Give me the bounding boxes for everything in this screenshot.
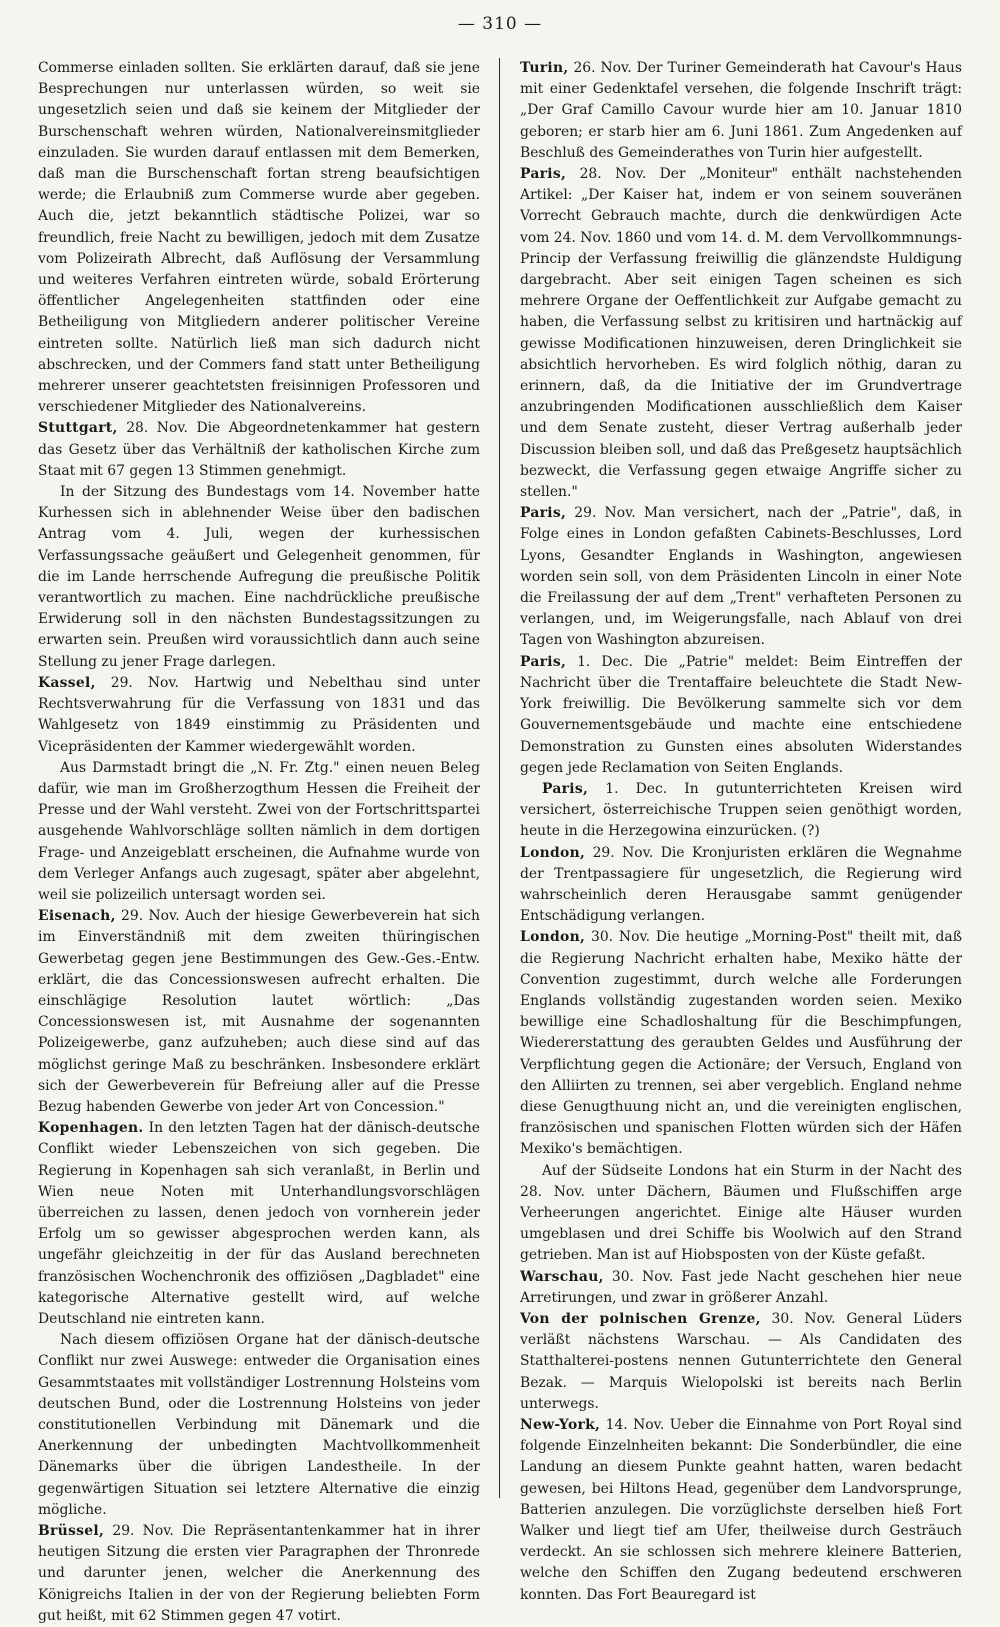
place-heading: Eisenach, bbox=[38, 908, 116, 925]
article-text: 29. Nov. Hartwig und Nebelthau sind unter Rechtsverwahrung für die Verfassung von 1831 und das Wahlgesetz von 1849 einstimmig zu Präsidenten und Vicepräsidenten der Kammer wiedergewählt worden. bbox=[38, 674, 480, 755]
article-text: 29. Nov. Die Kronjuristen erklären die Wegnahme der Trentpassagiere für ungesetzlich, die Regierung wird wahrscheinlich deren Herausgabe sammt genügender Entschädigung verlangen. bbox=[520, 844, 962, 925]
article-text: Auf der Südseite Londons hat ein Sturm in der Nacht des 28. Nov. unter Dächern, Bäumen und Flußschiffen arge Verheerungen angerichtet. Einige alte Häuser wurden umgeblasen und drei Schiffe bis Woolwich auf den Strand getrieben. Man ist auf Hiobsposten von der Küste gefaßt. bbox=[520, 1162, 962, 1264]
article-paragraph bbox=[520, 652, 962, 779]
place-heading: Brüssel, bbox=[38, 1523, 105, 1540]
article-text: 29. Nov. Man versichert, nach der „Patrie", daß, in Folge eines in London gefaßten Cabinets-Beschlusses, Lord Lyons, Gesandter Englands in Washington, angewiesen worden sein soll, von dem Präsidenten Lincoln in einer Note die Freilassung der auf dem „Trent" verhafteten Personen zu verlangen, und, im Weigerungsfalle, nach Ablauf von drei Tagen von Washington abzureisen. bbox=[520, 505, 962, 649]
article-text: 29. Nov. Die Repräsentantenkammer hat in ihrer heutigen Sitzung die ersten vier Paragraphen der Thronrede und darunter jenen, welcher die Anerkennung des Königreichs Italien in der von der Regierung beliebten Form gut heißt, mit 62 Stimmen gegen 47 votirt. bbox=[38, 1523, 480, 1624]
article-paragraph bbox=[38, 1330, 480, 1521]
place-heading: Warschau, bbox=[520, 1268, 604, 1285]
article-paragraph bbox=[520, 779, 962, 843]
place-heading: New-York, bbox=[520, 1417, 601, 1433]
article-text: Commerse einladen sollten. Sie erklärten darauf, daß sie jene Besprechungen nur unterlassen würden, so weit sie ungesetzlich seien und daß sie keinem der Mitglieder der Burschenschaft wehren würden, Nationalvereinsmitglieder einzuladen. Sie wurden darauf entlassen mit dem Bemerken, daß man die Burschenschaft fortan streng beaufsichtigen werde; die Erlaubniß zum Commerse wurde aber gegeben. Auch die, jetzt bekanntlich städtische Polizei, war so freundlich, freie Nacht zu bewilligen, jedoch mit dem Zusatze vom Polizeirath Albrecht, daß Auflösung der Versammlung und weiteres Verfahren eintreten würde, sobald Erörterung öffentlicher Angelegenheiten stattfinden oder eine Betheiligung von Mitgliedern anderer politischer Vereine eintreten sollte. Natürlich ließ man sich dadurch nicht abschrecken, und der Commers fand statt unter Betheiligung mehrerer unserer geachtetsten freisinnigen Professoren und verschiedener Mitglieder des Nationalvereins. bbox=[38, 60, 480, 416]
article-paragraph bbox=[520, 1161, 962, 1267]
article-paragraph bbox=[520, 503, 962, 651]
article-text: In der Sitzung des Bundestags vom 14. November hatte Kurhessen sich in ablehnender Weise über den badischen Antrag vom 4. Juli, wegen der kurhessischen Verfassungssache geäußert und Gelegenheit genommen, für die im Lande herrschende Aufregung die preußische Politik verantwortlich zu machen. Eine nachdrückliche preußische Erwiderung soll in den nächsten Bundestagssitzungen zu erwarten sein. Preußen wird voraussichtlich dann auch seine Stellung zu jener Frage darlegen. bbox=[38, 484, 480, 670]
column-divider bbox=[499, 58, 500, 1498]
article-text: 30. Nov. Fast jede Nacht geschehen hier neue Arretirungen, und zwar in größerer Anzahl. bbox=[520, 1268, 962, 1306]
article-text: Aus Darmstadt bringt die „N. Fr. Ztg." einen neuen Beleg dafür, wie man im Großherzogthum Hessen die Freiheit der Presse und der Wahl versteht. Zwei von der Fortschrittspartei ausgehende Wahlvorschläge sollten nämlich in dem dortigen Frage- und Anzeigeblatt erscheinen, die Aufnahme wurde von dem Verleger Anfangs auch zugesagt, später aber abgelehnt, weil sie polizeilich untersagt worden sei. bbox=[38, 759, 480, 903]
place-heading: Turin, bbox=[520, 60, 569, 76]
article-paragraph bbox=[520, 927, 962, 1160]
article-paragraph bbox=[520, 1267, 962, 1309]
article-text: 1. Dec. In gutunterrichteten Kreisen wird versichert, österreichische Truppen seien genöthigt worden, heute in die Herzegowina einzurücken. (?) bbox=[520, 780, 962, 840]
article-text: Nach diesem offiziösen Organe hat der dänisch-deutsche Conflikt nur zwei Auswege: entweder die Organisation eines Gesammtstaates mit vollständiger Lostrennung Holsteins vom deutschen Bund, oder die Lostrennung Holsteins von jeder constitutionellen Verbindung mit Dänemark und die Anerkennung der unbedingten Machtvollkommenheit Dänemarks über die übrigen Landestheile. In der gegenwärtigen Situation sei letztere Alternative die einzig mögliche. bbox=[38, 1332, 480, 1518]
article-paragraph bbox=[38, 1118, 480, 1330]
article-text: 30. Nov. General Lüders verläßt nächstens Warschau. — Als Candidaten des Statthalterei-postens nennen Gutunterrichtete den General Bezak. — Marquis Wielopolski ist bereits nach Berlin unterwegs. bbox=[520, 1310, 962, 1412]
article-paragraph bbox=[520, 843, 962, 928]
article-paragraph bbox=[38, 482, 480, 673]
place-heading: London, bbox=[520, 844, 586, 861]
article-paragraph bbox=[38, 418, 480, 482]
article-text: 30. Nov. Die heutige „Morning-Post" theilt mit, daß die Regierung Nachricht erhalten habe, Mexiko hätte der Convention zugestimmt, durch welche alle Forderungen Englands vollständig zugestanden worden seien. Mexiko bewillige eine Schadloshaltung für die Beschimpfungen, Wiedererstattung des geraubten Geldes und Ausführung der Verpflichtung gegen die Actionäre; der Versuch, England von den Alliirten zu trennen, sei aber vergeblich. England nehme diese Genugthuung nicht an, und die vereinigten englischen, französischen und spanischen Flotten würden sich der Häfen Mexiko's bemächtigen. bbox=[520, 929, 962, 1158]
article-paragraph bbox=[520, 58, 962, 164]
article-text: 26. Nov. Der Turiner Gemeinderath hat Cavour's Haus mit einer Gedenktafel versehen, die folgende Inschrift trägt: „Der Graf Camillo Cavour wurde hier am 10. Januar 1810 geboren; er starb hier am 6. Juni 1861. Zum Angedenken auf Beschluß des Gemeinderathes von Turin hier aufgestellt. bbox=[520, 60, 962, 161]
article-paragraph bbox=[38, 673, 480, 758]
article-paragraph bbox=[520, 1415, 962, 1606]
article-paragraph bbox=[38, 906, 480, 1118]
place-heading: Paris, bbox=[520, 653, 567, 670]
place-heading: Kopenhagen. bbox=[38, 1120, 144, 1137]
article-text: 1. Dec. Die „Patrie" meldet: Beim Eintreffen der Nachricht über die Trentaffaire beleuchtete die Stadt New-York freiwillig. Die Bevölkerung sammelte sich vor dem Gouvernementsgebäude und machte eine entschiedene Demonstration zu Gunsten eines absoluten Widerstandes gegen jede Reclamation von Seiten Englands. bbox=[520, 653, 962, 776]
place-heading: Kassel, bbox=[38, 674, 96, 691]
article-paragraph bbox=[520, 1309, 962, 1415]
article-text: 29. Nov. Auch der hiesige Gewerbeverein hat sich im Einverständniß mit dem zweiten thüringischen Gewerbetag gegen jene Bestimmungen des Gew.-Ges.-Entw. erklärt, die das Concessionswesen aufrecht erhalten. Die einschlägige Resolution lautet wörtlich: „Das Concessionswesen ist, mit Ausnahme der sogenannten Polizeigewerbe, ganz aufzuheben; auch diese sind auf das möglichst geringe Maß zu beschränken. Insbesondere erklärt sich der Gewerbeverein für Befreiung aller auf die Presse Bezug habenden Gewerbe von jeder Art von Concession." bbox=[38, 908, 480, 1115]
place-heading: Stuttgart, bbox=[38, 420, 118, 437]
place-heading: Paris, bbox=[520, 166, 567, 183]
right-column bbox=[520, 58, 962, 1603]
article-paragraph bbox=[520, 164, 962, 503]
place-heading: Paris, bbox=[542, 780, 589, 797]
article-text: In den letzten Tagen hat der dänisch-deutsche Conflikt wieder Lebenszeichen von sich gegeben. Die Regierung in Kopenhagen sah sich veranlaßt, in Berlin und Wien neue Noten mit Unterhandlungsvorschlägen überreichen zu lassen, denen jedoch von vornherein jeder Erfolg um so gewisser abgesprochen werden kann, als ungefähr gleichzeitig in der für das Ausland berechneten französischen Wochenchronik des offiziösen „Dagbladet" eine kategorische Alternative gestellt wird, auf welche Deutschland nie eintreten kann. bbox=[38, 1120, 480, 1327]
place-heading: London, bbox=[520, 929, 586, 946]
article-paragraph bbox=[38, 58, 480, 418]
place-heading: Von der polnischen Grenze, bbox=[520, 1310, 761, 1327]
left-column bbox=[38, 58, 480, 1624]
place-heading: Paris, bbox=[520, 505, 567, 522]
article-text: 14. Nov. Ueber die Einnahme von Port Royal sind folgende Einzelnheiten bekannt: Die Sonderbündler, die eine Landung an diesem Punkte geahnt hatten, waren bedacht gewesen, bei Hiltons Head, gegenüber dem Landvorsprunge, Batterien anzulegen. Die vorzüglichste derselben hieß Fort Walker und liegt tief am Ufer, theilweise durch Gesträuch verdeckt. An sie schlossen sich mehrere kleinere Batterien, welche den Schiffen den Zugang bedeutend erschweren konnten. Das Fort Beauregard ist bbox=[520, 1417, 962, 1603]
page-number: — 310 — bbox=[457, 14, 543, 34]
article-paragraph bbox=[38, 1521, 480, 1627]
article-text: 28. Nov. Die Abgeordnetenkammer hat gestern das Gesetz über das Verhältniß der katholischen Kirche zum Staat mit 67 gegen 13 Stimmen genehmigt. bbox=[38, 420, 480, 479]
article-paragraph bbox=[38, 758, 480, 906]
article-text: 28. Nov. Der „Moniteur" enthält nachstehenden Artikel: „Der Kaiser hat, indem er von seinem souveränen Vorrecht Gebrauch machte, durch die denkwürdigen Acte vom 24. Nov. 1860 und vom 14. d. M. dem Vervollkommnungs-Princip der Verfassung freiwillig die glänzendste Huldigung dargebracht. Aber seit einigen Tagen scheinen es sich mehrere Organe der Oeffentlichkeit zur Aufgabe gemacht zu haben, die Verfassung selbst zu kritisiren und hartnäckig auf gewisse Modificationen hinzuweisen, deren Dringlichkeit sie absichtlich hervorheben. Es wird folglich nöthig, daran zu erinnern, daß, da die Initiative der im Grundvertrage anzubringenden Modificationen ausschließlich dem Kaiser und dem Senate zusteht, dieser Vertrag außerhalb jeder Discussion bleiben soll, und daß das Preßgesetz hauptsächlich bezweckt, die Verfassung gegen etwaige Angriffe sicher zu stellen." bbox=[520, 166, 962, 501]
